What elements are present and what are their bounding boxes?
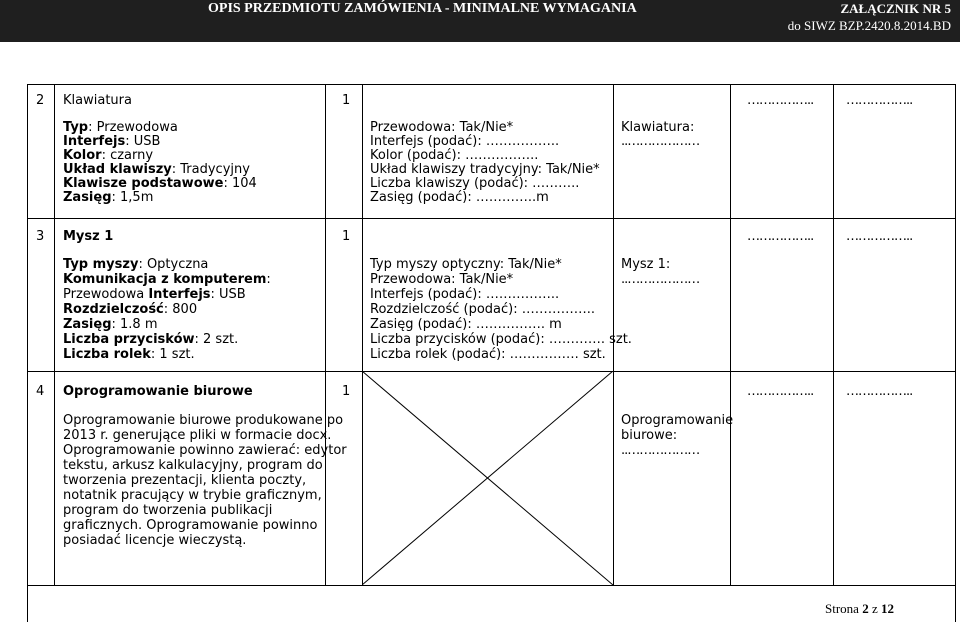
table-border-left: [27, 84, 28, 622]
offer-line[interactable]: Liczba rolek (podać): ……………. szt.: [370, 347, 606, 362]
spec-key: Typ: [63, 120, 89, 135]
offer-line[interactable]: Liczba przycisków (podać): …………. szt.: [370, 332, 632, 347]
row-separator: [27, 218, 956, 219]
total-pages: 12: [880, 601, 894, 616]
description-line: program do tworzenia publikacji: [63, 503, 273, 518]
row-number: 4: [36, 384, 45, 399]
description-line: 2013 r. generujące pliki w formacie docx.: [63, 428, 332, 443]
spec-key: Układ klawiszy: [63, 162, 172, 177]
spec-value: : czarny: [101, 148, 154, 163]
table-border-right: [955, 84, 956, 622]
document-header: [0, 0, 960, 42]
offer-line[interactable]: Typ myszy optyczny: Tak/Nie*: [370, 257, 562, 272]
offer-line[interactable]: Kolor (podać): ……………..: [370, 148, 539, 163]
current-page: 2: [862, 601, 869, 616]
spec-value: : 1,5m: [111, 190, 154, 205]
spec-value: : USB: [210, 287, 246, 302]
model-label: Oprogramowanie: [621, 413, 734, 428]
offer-line[interactable]: Liczba klawiszy (podać): ………..: [370, 176, 580, 191]
model-field[interactable]: ..………………: [621, 272, 700, 287]
spec-key: Komunikacja z komputerem: [63, 272, 267, 287]
spec-value: : 1 szt.: [150, 347, 195, 362]
offer-line[interactable]: Interfejs (podać): ……………..: [370, 134, 560, 149]
unit-price-field[interactable]: ……………..: [747, 384, 814, 399]
spec-key: Interfejs: [63, 134, 126, 149]
offer-line[interactable]: Zasięg (podać): ……………. m: [370, 317, 562, 332]
offer-line[interactable]: Interfejs (podać): ……………..: [370, 287, 560, 302]
spec-value: : Tradycyjny: [171, 162, 250, 177]
annex-label: ZAŁĄCZNIK NR 5: [840, 1, 951, 16]
item-quantity: 1: [342, 384, 351, 399]
unit-price-field[interactable]: ……………..: [747, 93, 814, 108]
page-number: [825, 601, 894, 617]
description-line: posiadać licencje wieczystą.: [63, 533, 247, 548]
item-quantity: 1: [342, 229, 351, 244]
col-separator: [54, 84, 55, 585]
item-name: Mysz 1: [63, 229, 114, 244]
description-line: Oprogramowanie biurowe produkowane po: [63, 413, 344, 428]
total-price-field[interactable]: ……………..: [846, 229, 913, 244]
spec-key: Interfejs: [148, 287, 211, 302]
model-label: biurowe:: [621, 428, 678, 443]
row-number: 2: [36, 93, 45, 108]
offer-line[interactable]: Zasięg (podać): …………..m: [370, 190, 549, 205]
spec-key: Kolor: [63, 148, 102, 163]
description-line: graficznych. Oprogramowanie powinno: [63, 518, 318, 533]
document-title: OPIS PRZEDMIOTU ZAMÓWIENIA - MINIMALNE WYMAGANIA: [208, 1, 637, 16]
spec-value: : USB: [125, 134, 161, 149]
tender-reference: do SIWZ BZP.2420.8.2014.BD: [787, 18, 951, 33]
col-separator: [730, 84, 731, 585]
spec-value: :: [266, 272, 271, 287]
spec-key: Liczba przycisków: [63, 332, 195, 347]
spec-key: Typ myszy: [63, 257, 139, 272]
spec-key: Rozdzielczość: [63, 302, 164, 317]
page-label: Strona: [825, 601, 863, 616]
spec-value: : Przewodowa: [88, 120, 178, 135]
item-name: Oprogramowanie biurowe: [63, 384, 253, 399]
total-price-field[interactable]: ……………..: [846, 93, 913, 108]
unit-price-field[interactable]: ……………..: [747, 229, 814, 244]
spec-value: Przewodowa: [63, 287, 149, 302]
offer-line[interactable]: Przewodowa: Tak/Nie*: [370, 120, 514, 135]
col-separator: [833, 84, 834, 585]
item-quantity: 1: [342, 93, 351, 108]
spec-value: : Optyczna: [138, 257, 209, 272]
model-label: Klawiatura:: [621, 120, 695, 135]
page-separator: z: [868, 601, 881, 616]
spec-key: Zasięg: [63, 190, 112, 205]
description-line: tekstu, arkusz kalkulacyjny, program do: [63, 458, 323, 473]
offer-line[interactable]: Rozdzielczość (podać): ……………..: [370, 302, 595, 317]
spec-value: : 2 szt.: [194, 332, 239, 347]
col-separator: [325, 84, 326, 585]
spec-value: : 800: [163, 302, 198, 317]
spec-key: Zasięg: [63, 317, 112, 332]
total-price-field[interactable]: ……………..: [846, 384, 913, 399]
description-line: tworzenia prezentacji, klienta poczty,: [63, 473, 307, 488]
spec-value: : 104: [223, 176, 257, 191]
spec-key: Klawisze podstawowe: [63, 176, 224, 191]
description-line: Oprogramowanie powinno zawierać: edytor: [63, 443, 347, 458]
row-number: 3: [36, 229, 45, 244]
description-line: notatnik pracujący w trybie graficznym,: [63, 488, 322, 503]
spec-key: Liczba rolek: [63, 347, 151, 362]
table-border-top: [27, 84, 956, 85]
model-field[interactable]: ..………………: [621, 443, 700, 458]
model-label: Mysz 1:: [621, 257, 671, 272]
model-field[interactable]: ..………………: [621, 134, 700, 149]
offer-line[interactable]: Przewodowa: Tak/Nie*: [370, 272, 514, 287]
item-name: Klawiatura: [63, 93, 132, 108]
spec-value: : 1.8 m: [111, 317, 158, 332]
crossed-out-cell: [362, 371, 613, 585]
offer-line[interactable]: Układ klawiszy tradycyjny: Tak/Nie*: [370, 162, 600, 177]
table-border-bottom: [27, 585, 956, 586]
